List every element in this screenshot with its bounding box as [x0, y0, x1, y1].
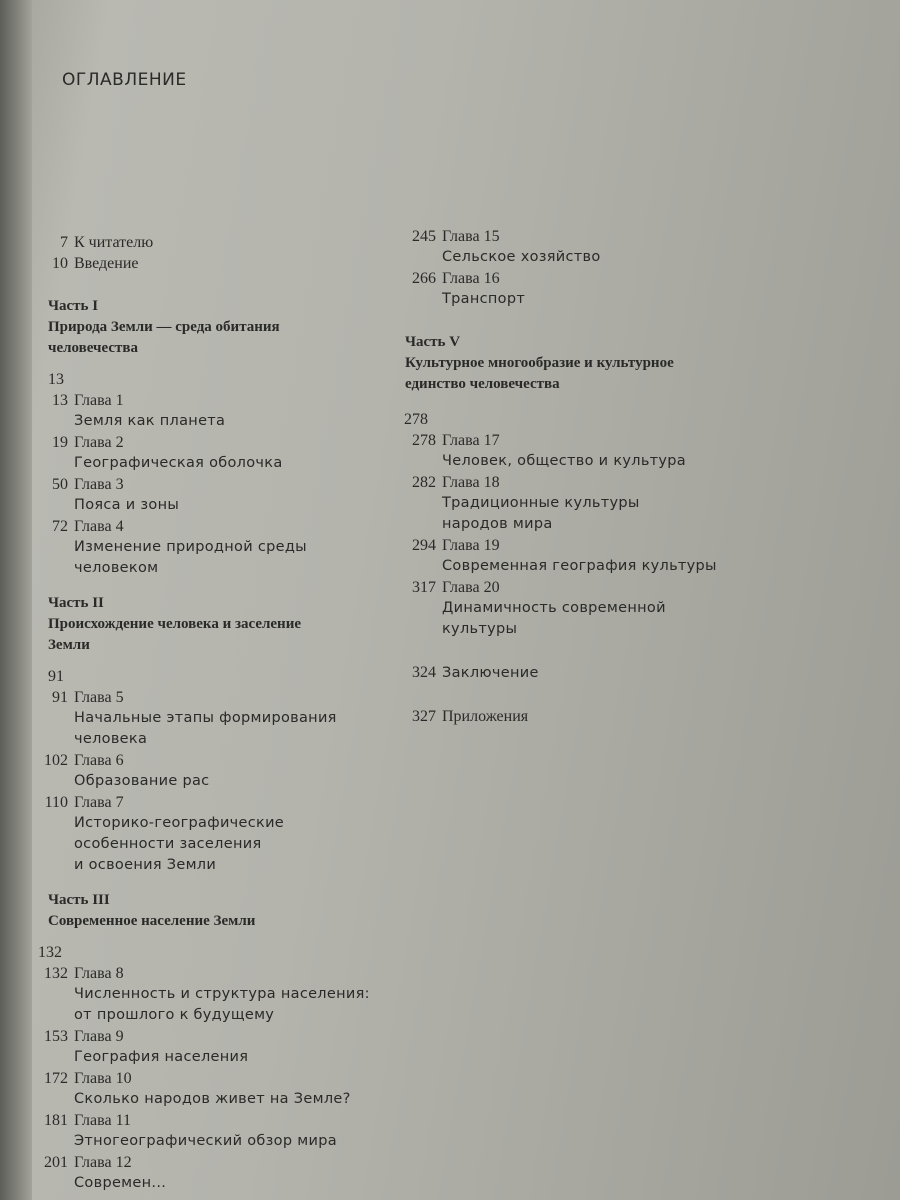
chapter-label: Глава 20: [442, 579, 500, 596]
chapter-title: Историко-географические: [74, 815, 285, 831]
chapter-label: Глава 5: [74, 689, 124, 706]
page-number: 50: [52, 476, 68, 493]
page-number: 72: [52, 518, 68, 535]
page-number: 172: [44, 1070, 68, 1087]
part-title-line: Современное население Земли: [48, 913, 256, 929]
part-start-page: 278: [404, 411, 428, 428]
chapter-label: Глава 9: [74, 1028, 124, 1045]
chapter-label: Глава 16: [442, 270, 500, 287]
chapter-label: Глава 7: [74, 794, 124, 811]
page-number: 7: [60, 234, 68, 251]
page-number: 245: [412, 228, 436, 245]
page-number: 266: [412, 270, 436, 287]
chapter-title: Сельское хозяйство: [442, 249, 601, 265]
part-title-line: Земли: [48, 637, 90, 653]
chapter-label: Глава 8: [74, 965, 124, 982]
book-spine: [0, 0, 32, 1200]
chapter-title: Современ...: [74, 1175, 167, 1191]
chapter-title: Этногеографический обзор мира: [74, 1133, 337, 1149]
chapter-title: Изменение природной среды: [74, 539, 307, 555]
chapter-label: Глава 18: [442, 474, 500, 491]
part-label: Часть III: [48, 892, 110, 908]
page-title: ОГЛАВЛЕНИЕ: [62, 70, 187, 90]
chapter-title: Транспорт: [442, 291, 526, 307]
part-title-line: Культурное многообразие и культурное: [405, 355, 674, 371]
chapter-title: Динамичность современной: [442, 600, 666, 616]
toc-right-column: [400, 226, 760, 727]
page-number: 282: [412, 474, 436, 491]
page-number: 153: [44, 1028, 68, 1045]
part-label: Часть I: [48, 298, 99, 314]
toc-left-column: [34, 232, 404, 1194]
chapter-title: Сколько народов живет на Земле?: [74, 1091, 351, 1107]
chapter-label: Глава 17: [442, 432, 500, 449]
part-start-page: 132: [38, 944, 62, 961]
chapter-label: Глава 1: [74, 392, 124, 409]
chapter-label: Глава 11: [74, 1112, 131, 1129]
chapter-title: Земля как планета: [74, 413, 226, 429]
chapter-label: Глава 12: [74, 1154, 132, 1171]
page-number: 13: [52, 392, 68, 409]
part-title-line: Происхождение человека и заселение: [48, 616, 302, 632]
part-start-page: 13: [48, 371, 64, 388]
page-number: 324: [412, 664, 436, 681]
entry-title: Заключение: [442, 665, 539, 681]
chapter-title: культуры: [442, 621, 518, 637]
chapter-label: Глава 15: [442, 228, 500, 245]
chapter-label: Глава 2: [74, 434, 124, 451]
page-number: 294: [412, 537, 436, 554]
toc-entry: [34, 232, 404, 253]
page-number: 91: [52, 689, 68, 706]
page-number: 19: [52, 434, 68, 451]
part-start-page: 91: [48, 668, 64, 685]
part-title-line: человечества: [48, 340, 138, 356]
chapter-title: География населения: [74, 1049, 249, 1065]
part-title-line: Природа Земли — среда обитания: [48, 319, 280, 335]
chapter-label: Глава 6: [74, 752, 124, 769]
chapter-title: особенности заселения: [74, 836, 262, 852]
entry-title: Введение: [74, 255, 139, 272]
entry-title: К читателю: [74, 234, 154, 251]
page-number: 201: [44, 1154, 68, 1171]
chapter-title: Традиционные культуры: [442, 495, 640, 511]
chapter-title: от прошлого к будущему: [74, 1007, 275, 1023]
part-label: Часть II: [48, 595, 104, 611]
entry-title: Приложения: [442, 708, 529, 725]
part-label: Часть V: [405, 334, 461, 350]
chapter-title: Человек, общество и культура: [442, 453, 686, 469]
page-number: 327: [412, 708, 436, 725]
chapter-title: Численность и структура населения:: [74, 986, 370, 1002]
page-number: 102: [44, 752, 68, 769]
toc-entry: [34, 253, 404, 274]
page-number: 317: [412, 579, 436, 596]
chapter-title: Начальные этапы формирования: [74, 710, 337, 726]
chapter-title: и освоения Земли: [74, 857, 217, 873]
page-number: 278: [412, 432, 436, 449]
page-number: 132: [44, 965, 68, 982]
chapter-label: Глава 10: [74, 1070, 132, 1087]
page-number: 10: [52, 255, 68, 272]
chapter-title: Географическая оболочка: [74, 455, 283, 471]
part-title-line: единство человечества: [405, 376, 560, 392]
chapter-label: Глава 19: [442, 537, 500, 554]
chapter-title: Современная география культуры: [442, 558, 717, 574]
chapter-title: Пояса и зоны: [74, 497, 180, 513]
chapter-title: человека: [74, 731, 148, 747]
chapter-label: Глава 4: [74, 518, 124, 535]
chapter-title: Образование рас: [74, 773, 210, 789]
page-number: 110: [44, 794, 68, 811]
chapter-title: народов мира: [442, 516, 553, 532]
chapter-title: человеком: [74, 560, 159, 576]
chapter-label: Глава 3: [74, 476, 124, 493]
page-number: 181: [44, 1112, 68, 1129]
